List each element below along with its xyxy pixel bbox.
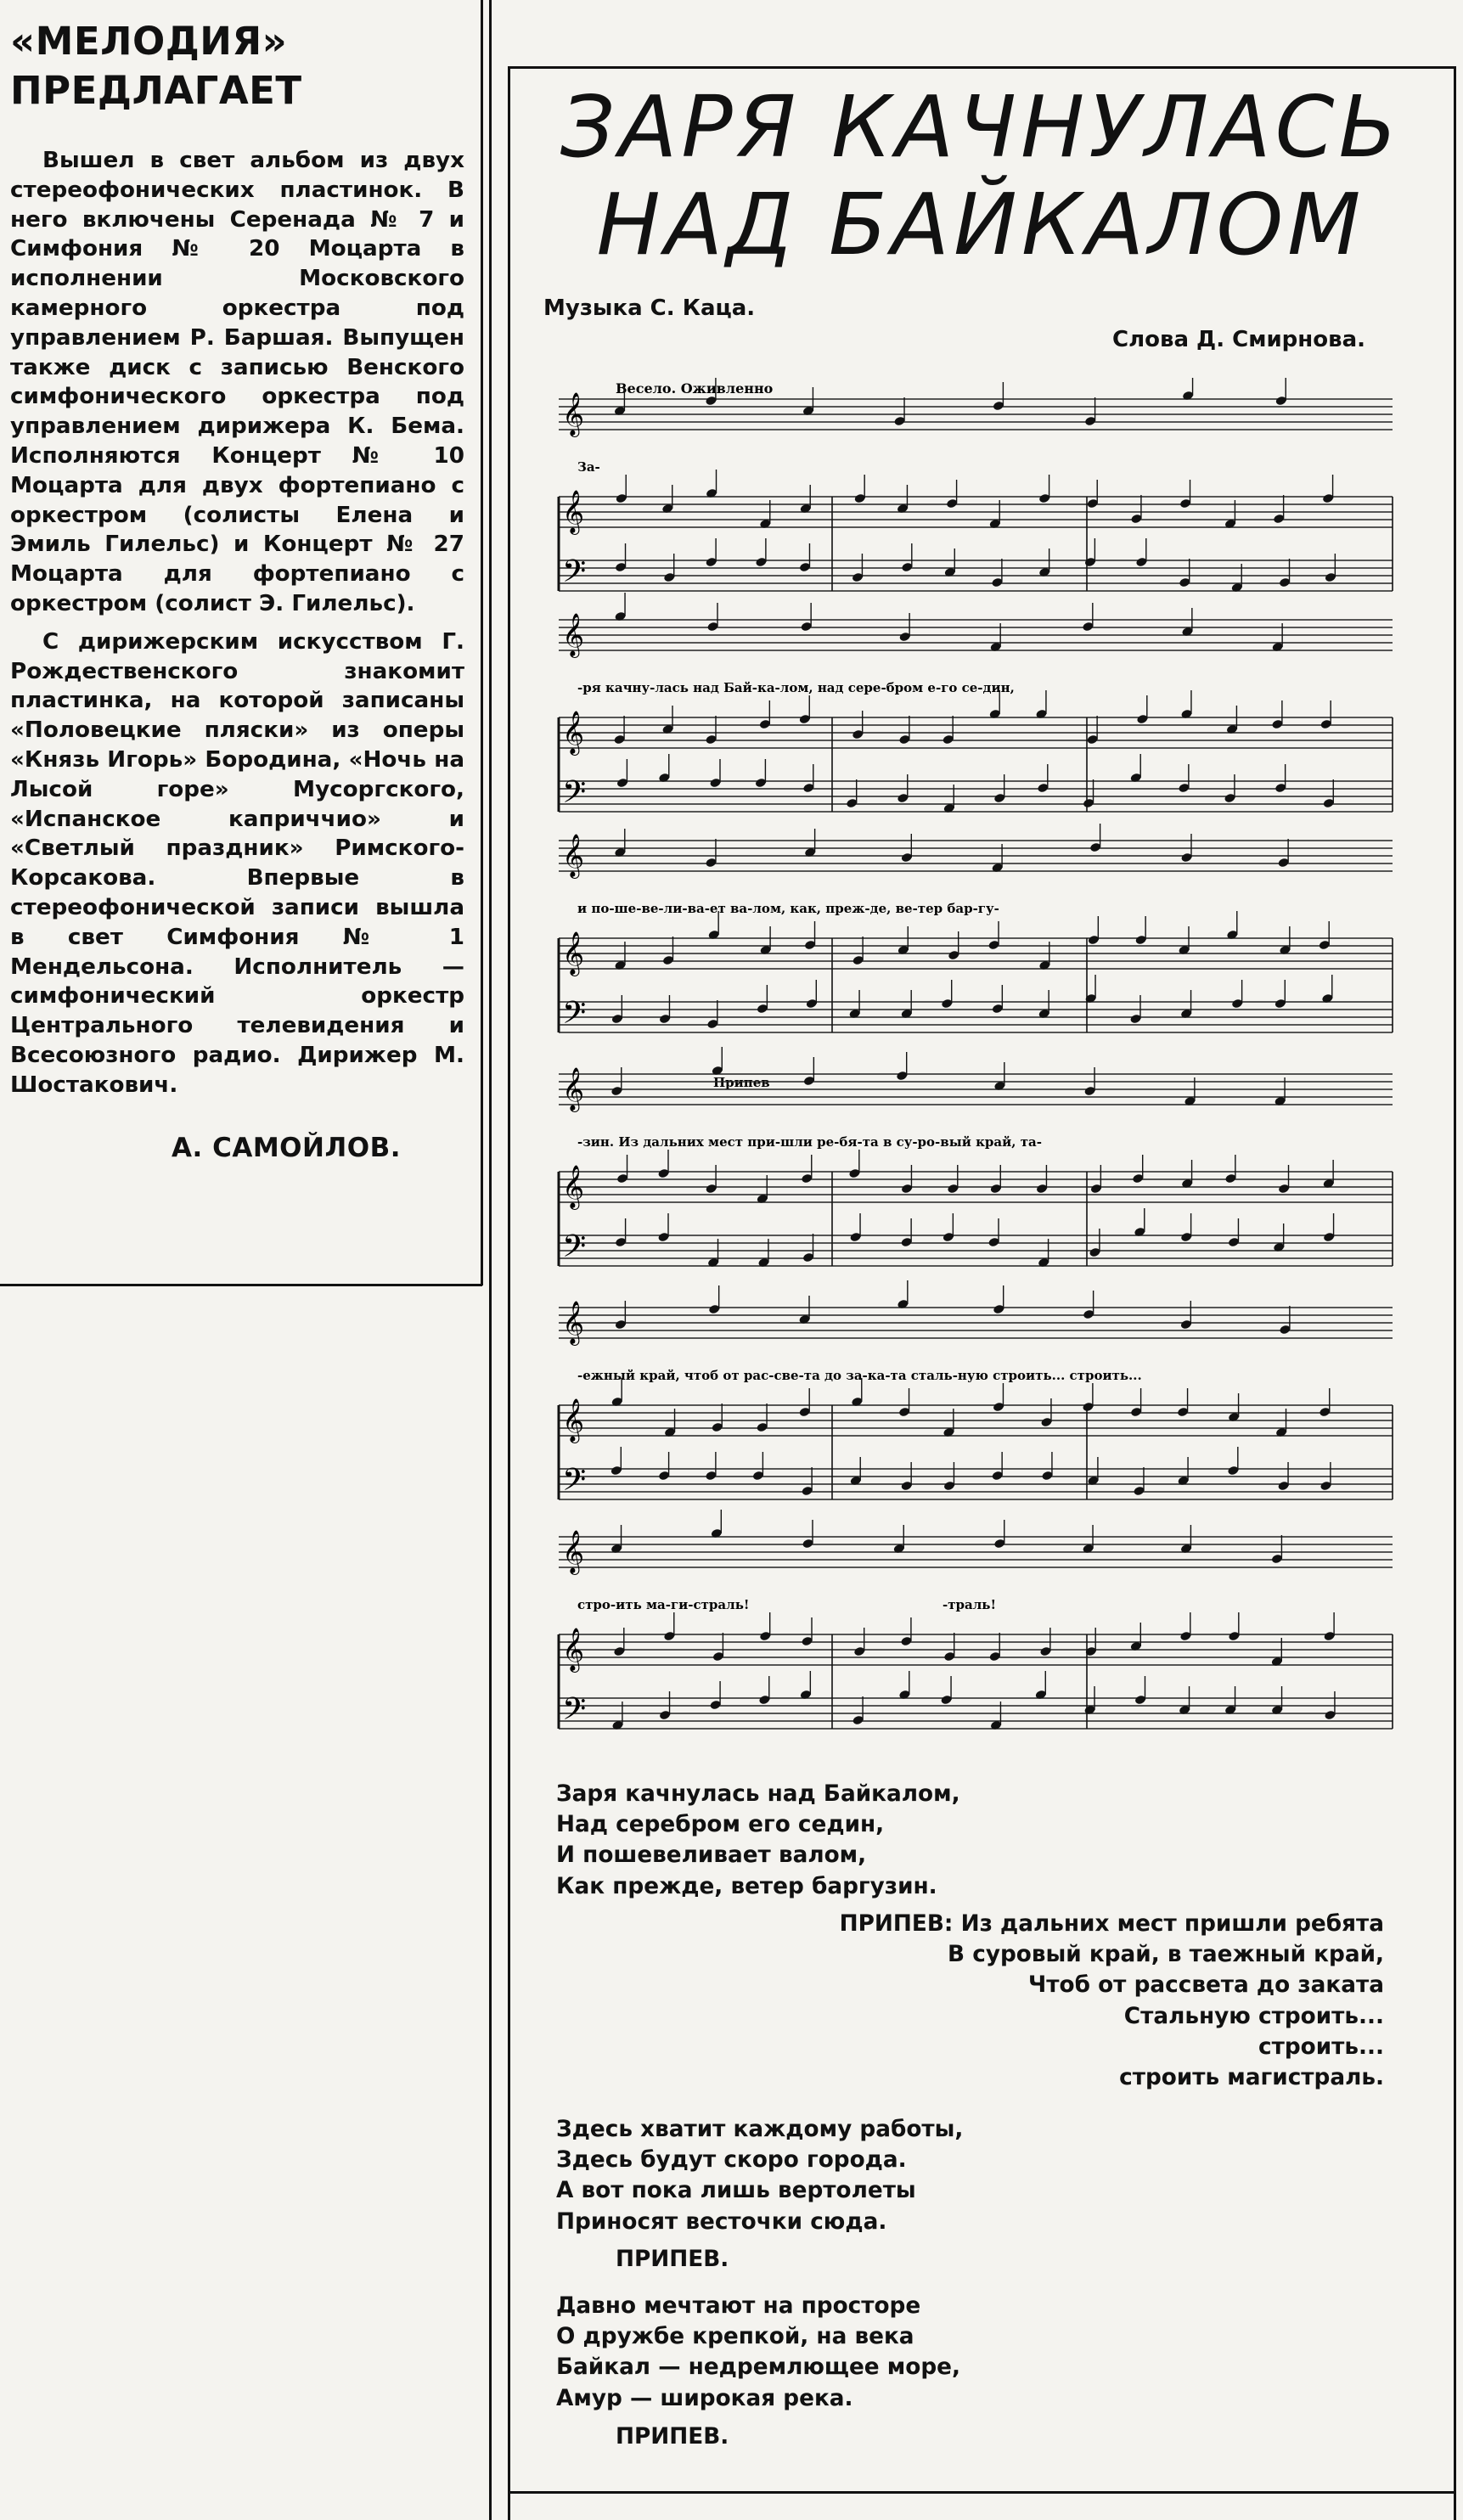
- article-paragraph-1: Вышел в свет альбом из двух стереофонических пластинок. В него включены Серенада № 7 и Симфония № 20 Моцарта в исполнении Московского камерного оркестра под управлением Р. Баршая. Выпущен также диск с записью Венского симфонического оркестра под управлением дирижера К. Бема. Исполняются Концерт № 10 Моцарта для двух фортепиано с оркестром (солисты Елена и Эмиль Гилельс) и Концерт № 27 Моцарта для фортепиано с оркестром (солист Э. Гилельс).: [10, 148, 464, 616]
- verse-2: [556, 2114, 1371, 2237]
- column-divider: [481, 0, 483, 1285]
- verse-2-line: Здесь будут скоро города.: [556, 2147, 907, 2174]
- song-title-line-2: НАД БАЙКАЛОМ: [596, 175, 1365, 274]
- song-box-bottom: [508, 2491, 1456, 2494]
- clef-symbol: 𝄢: [562, 995, 587, 1038]
- left-column-bottom-rule: [0, 1284, 482, 1286]
- chorus: [556, 1909, 1384, 2093]
- clef-symbol: 𝄞: [562, 392, 585, 436]
- clef-symbol: 𝄞: [562, 711, 585, 754]
- chorus-label: ПРИПЕВ:: [839, 1911, 954, 1937]
- headline-line-2: ПРЕДЛАГАЕТ: [10, 68, 302, 113]
- verse-2-line: Здесь хватит каждому работы,: [556, 2117, 964, 2142]
- verse-1-line: Как прежде, ветер баргузин.: [556, 1873, 937, 1899]
- article-paragraph-2: С дирижерским искусством Г. Рождественского знакомит пластинка, на которой записаны «Половецкие пляски» из оперы «Князь Игорь» Бородина, «Ночь на Лысой горе» Мусоргского, «Испанское каприччио» и «Светлый праздник» Римского-Корсакова. Впервые в стереофонической записи вышла в свет Симфония № 1 Мендельсона. Исполнитель — симфонический оркестр Центрального телевидения и Всесоюзного радио. Дирижер М. Шостакович.: [10, 628, 464, 1098]
- chorus-line: Из дальних мест пришли ребята: [960, 1911, 1384, 1937]
- refrain-marking: Припев: [713, 1075, 770, 1090]
- chorus-line: В суровый край, в таежный край,: [948, 1942, 1384, 1968]
- tempo-marking: Весело. Оживленно: [616, 380, 774, 397]
- chorus-line: строить магистраль.: [1119, 2065, 1384, 2091]
- clef-symbol: 𝄞: [562, 1530, 585, 1573]
- clef-symbol: 𝄞: [562, 1165, 585, 1208]
- clef-symbol: 𝄞: [562, 613, 585, 656]
- score-lyric-line: -ежный край, чтоб от рас-све-та до за-ка-та сталь-ную строить... строить...: [577, 1368, 1142, 1383]
- chorus-line: Чтоб от рассвета до заката: [1028, 1972, 1384, 1999]
- clef-symbol: 𝄢: [562, 554, 587, 597]
- verse-3-line: О дружбе крепкой, на века: [556, 2324, 914, 2350]
- clef-symbol: 𝄞: [562, 834, 585, 877]
- song-box-left: [508, 68, 510, 2520]
- refrain-after-verse-2: ПРИПЕВ.: [616, 2247, 729, 2272]
- verse-1-line: Заря качнулась над Байкалом,: [556, 1781, 960, 1807]
- score-lyric-line: и по-ше-ве-ли-ва-ет ва-лом, как, преж-де, ве-тер бар-гу-: [577, 901, 999, 916]
- chorus-line: Стальную строить...: [1123, 2003, 1384, 2029]
- clef-symbol: 𝄞: [562, 490, 585, 533]
- music-credit: Музыка С. Каца.: [543, 295, 756, 321]
- headline-line-1: «МЕЛОДИЯ»: [10, 19, 288, 64]
- clef-symbol: 𝄢: [562, 774, 587, 818]
- song-box-right: [1454, 68, 1456, 2520]
- song-title-line-1: ЗАРЯ КАЧНУЛАСЬ: [560, 77, 1402, 177]
- clef-symbol: 𝄞: [562, 1067, 585, 1111]
- verse-3-line: Давно мечтают на просторе: [556, 2293, 921, 2319]
- words-credit: Слова Д. Смирнова.: [1112, 327, 1365, 352]
- verse-1-line: Над серебром его седин,: [556, 1812, 885, 1838]
- clef-symbol: 𝄞: [562, 1301, 585, 1344]
- clef-symbol: 𝄞: [562, 1398, 585, 1442]
- clef-symbol: 𝄢: [562, 1462, 587, 1505]
- clef-symbol: 𝄞: [562, 1628, 585, 1671]
- sheet-music: [543, 378, 1414, 1766]
- score-lyric-line: -зин. Из дальних мест при-шли ре-бя-та в су-ро-вый край, та-: [577, 1134, 1042, 1150]
- score-systems: [559, 378, 1393, 1735]
- verse-3: [556, 2291, 1371, 2414]
- song-box-top: [508, 66, 1456, 69]
- article-author: А. САМОЙЛОВ.: [172, 1132, 401, 1163]
- clef-symbol: 𝄞: [562, 931, 585, 975]
- verse-2-line: А вот пока лишь вертолеты: [556, 2178, 916, 2204]
- article: [10, 17, 464, 1163]
- clef-symbol: 𝄢: [562, 1229, 587, 1272]
- verse-2-line: Приносят весточки сюда.: [556, 2208, 887, 2235]
- verse-1: [556, 1779, 1371, 1902]
- score-lyric-line: стро-ить ма-ги-страль!: [577, 1597, 750, 1612]
- verse-3-line: Байкал — недремлющее море,: [556, 2354, 961, 2381]
- score-lyric-line: -траль!: [943, 1597, 997, 1612]
- column-divider-right: [489, 0, 492, 2520]
- score-lyric-line: -ря качну-лась над Бай-ка-лом, над сере-бром е-го се-дин,: [577, 680, 1015, 695]
- chorus-line: строить...: [1258, 2033, 1384, 2060]
- clef-symbol: 𝄢: [562, 1691, 587, 1735]
- verse-1-line: И пошевеливает валом,: [556, 1842, 867, 1869]
- verse-3-line: Амур — широкая река.: [556, 2385, 853, 2411]
- refrain-after-verse-3: ПРИПЕВ.: [616, 2424, 729, 2450]
- score-lyric-line: За-: [577, 459, 600, 475]
